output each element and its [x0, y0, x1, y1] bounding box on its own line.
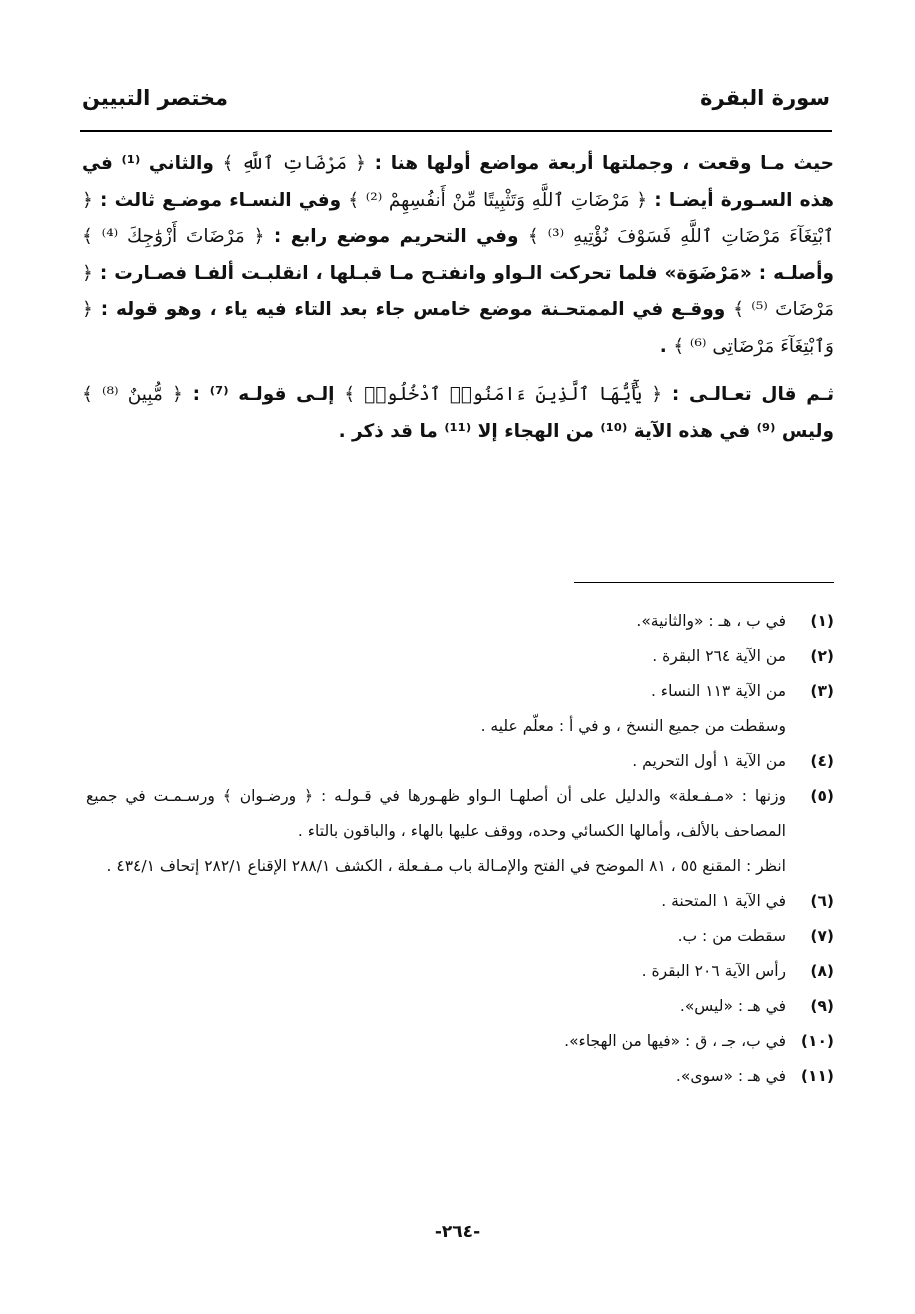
- footnote: [86, 1059, 834, 1094]
- text-run: .: [659, 335, 674, 357]
- footnote: [86, 744, 834, 779]
- footnote: [86, 779, 834, 849]
- quran-quote: ﴿ يَٰٓأَيُّهَا ٱلَّذِينَ ءَامَنُوا۟ ٱدْخُلُوا۟ ﴾: [344, 384, 663, 405]
- quran-quote: ﴿ مُّبِينٌ ⁽⁸⁾ ﴾: [82, 384, 183, 405]
- text-run: في هذه السـورة أيضـا :: [82, 153, 835, 211]
- footnotes: [86, 604, 834, 1094]
- quran-quote: ﴿ وَٱبْتِغَآءَ مَرْضَاتِى ⁽⁶⁾ ﴾: [82, 299, 834, 357]
- text-run: ⁽¹⁾: [121, 153, 141, 174]
- footnote-number: (١): [810, 612, 834, 630]
- text-run: إلـى قولـه ⁽⁷⁾ :: [182, 384, 345, 405]
- quran-quote: ﴿ ٱبْتِغَآءَ مَرْضَاتِ ٱللَّهِ فَسَوْفَ نُؤْتِيهِ ⁽³⁾ ﴾: [82, 189, 834, 247]
- footnote-text: سقطت من : ب.: [677, 927, 786, 945]
- footnote-text: رأس الآية ٢٠٦ البقرة .: [641, 962, 786, 980]
- footnote-text: من الآية ١١٣ النساء .: [650, 682, 786, 700]
- quran-quote: ﴿ مَرْضَاتَ ⁽⁵⁾ ﴾: [82, 262, 834, 320]
- footnote-number: (٥): [810, 787, 834, 805]
- running-header: [80, 86, 832, 120]
- text-run: ووقـع في الممتحـنة موضع خامس جاء بعد التاء فيه ياء ، وهو قوله :: [92, 299, 734, 320]
- quran-quote: ﴿ مَرْضَاتَ أَزْوَٰجِكَ ⁽⁴⁾ ﴾: [82, 226, 265, 247]
- footnote-number: [786, 709, 834, 744]
- footnote: [86, 884, 834, 919]
- header-rule: [80, 130, 832, 132]
- footnote-text: في ب، جـ ، ق : «فيها من الهجاء».: [564, 1032, 786, 1050]
- footnote: [86, 674, 834, 709]
- text-run: والثاني: [140, 153, 223, 174]
- quran-quote: ﴿ مَرْضَاتِ ٱللَّهِ وَتَثْبِيتًا مِّنْ أَنفُسِهِمْ ⁽²⁾ ﴾: [348, 189, 648, 211]
- footnote-number: (٤): [810, 752, 834, 770]
- footnote-separator: [574, 582, 834, 583]
- footnote-text: انظر : المقنع ٥٥ ، ٨١ الموضح في الفتح والإمـالة باب مـفـعلة ، الكشف ٢٨٨/١ الإقناع ٢٨٢/١ إتحاف ٤٣٤/١ .: [106, 857, 786, 875]
- text-run: وفي النسـاء موضـع ثالث :: [92, 189, 349, 211]
- paragraph-1: [82, 146, 834, 365]
- footnote-number: (٣): [810, 682, 834, 700]
- footnote: [86, 989, 834, 1024]
- footnote: [86, 604, 834, 639]
- footnote: [86, 709, 834, 744]
- main-text: [82, 146, 834, 450]
- footnote: [86, 639, 834, 674]
- footnote-text: من الآية ٢٦٤ البقرة .: [652, 647, 786, 665]
- footnote-text: وزنها : «مـفـعلة» والدليل على أن أصلهـا الـواو ظهـورها في قـولـه : ﴿ ورضـوان ﴾ ورسـمـت في جميع المصاحف بالألف، وأمالها الكسائي وحده، ووقف عليها بالهاء ، والباقون بالتاء .: [86, 787, 786, 840]
- footnote-text: في هـ : «ليس».: [679, 997, 786, 1015]
- footnote-number: [786, 849, 834, 884]
- quran-quote: ﴿ مَرْضَاتِ ٱللَّهِ ﴾: [222, 153, 367, 174]
- footnote-number: (٢): [810, 647, 834, 665]
- paragraph-2: [82, 377, 834, 450]
- footnote-number: (١٠): [800, 1032, 834, 1050]
- footnote-text: في هـ : «سوى».: [675, 1067, 786, 1085]
- footnote-text: في الآية ١ المتحنة .: [661, 892, 786, 910]
- footnote-text: وسقطت من جميع النسخ ، و في أ : معلّم عليه .: [480, 717, 786, 735]
- text-run: حيث مـا وقعت ، وجملتها أربعة مواضع أولها هنا :: [366, 153, 834, 174]
- footnote-number: (٩): [810, 997, 834, 1015]
- footnote: [86, 1024, 834, 1059]
- footnote-number: (٧): [810, 927, 834, 945]
- footnote-number: (٨): [810, 962, 834, 980]
- footnote-number: (٦): [810, 892, 834, 910]
- footnote: [86, 919, 834, 954]
- text-run: وأصلـه : «مَرْضَوَة» فلما تحركت الـواو وانفتـح مـا قبـلها ، انقلبـت ألفـا فصـارت :: [92, 262, 834, 284]
- footnote: [86, 954, 834, 989]
- text-run: وليس ⁽⁹⁾ في هذه الآية ⁽¹⁰⁾ من الهجاء إلا ⁽¹¹⁾ ما قد ذكر .: [338, 420, 834, 442]
- text-run: ثـم قال تعـالـى :: [662, 384, 835, 405]
- footnote-number: (١١): [800, 1067, 834, 1085]
- surah-title: سورة البقرة: [700, 86, 830, 110]
- footnote: [86, 849, 834, 884]
- text-run: وفي التحريم موضع رابع :: [264, 226, 528, 247]
- book-title: مختصر التبيين: [82, 86, 229, 110]
- page-number: -٢٦٤-: [434, 1222, 481, 1242]
- footnote-text: من الآية ١ أول التحريم .: [632, 752, 786, 770]
- footnote-text: في ب ، هـ : «والثانية».: [636, 612, 786, 630]
